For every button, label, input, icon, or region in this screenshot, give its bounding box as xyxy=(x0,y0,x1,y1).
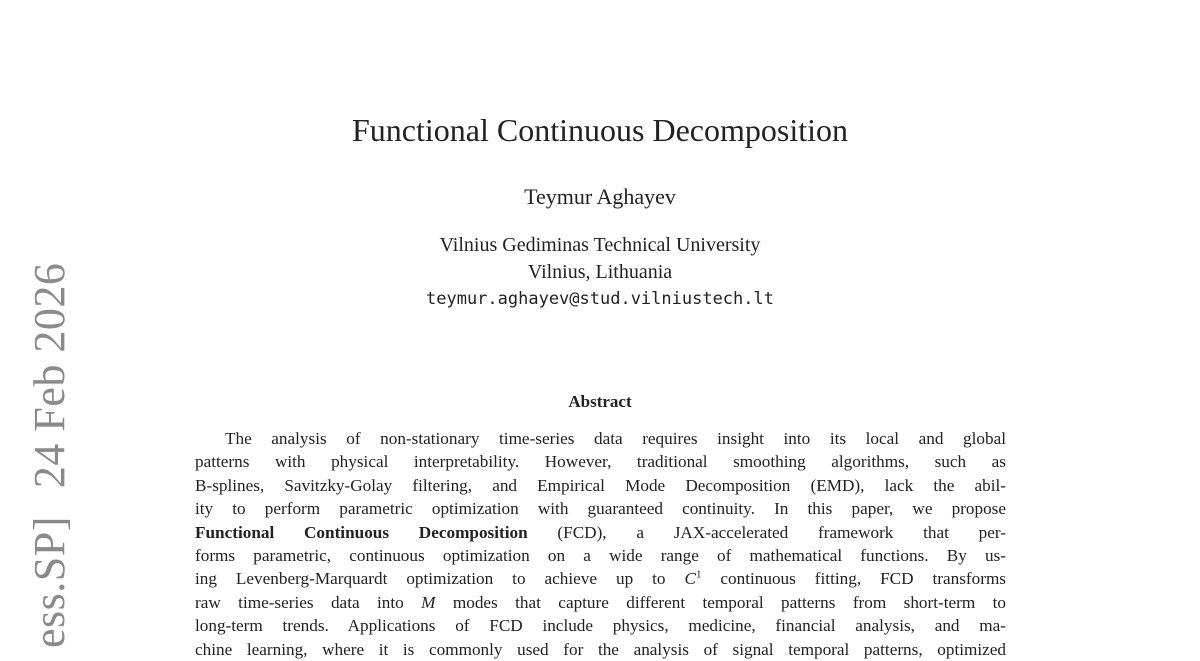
abstract-bold-term: Functional Continuous Decomposition xyxy=(195,522,528,542)
abstract-line: ity to perform parametric optimization with guaranteed continuity. In this paper, we propose xyxy=(195,499,1006,519)
abstract-line: patterns with physical interpretability. However, traditional smoothing algorithms, such as xyxy=(195,452,1006,472)
abstract-line-rest: continuous fitting, FCD transforms xyxy=(701,569,1006,589)
abstract-line: long-term trends. Applications of FCD include physics, medicine, financial analysis, and ma- xyxy=(195,616,1006,636)
abstract-line xyxy=(195,567,1006,590)
abstract-line xyxy=(195,591,1006,614)
abstract-line: B-splines, Savitzky-Golay filtering, and Empirical Mode Decomposition (EMD), lack the abil- xyxy=(195,475,1006,495)
affiliation-institution: Vilnius Gediminas Technical University xyxy=(439,234,761,256)
math-superscript: 1 xyxy=(695,568,702,581)
author-affiliation xyxy=(0,232,1200,313)
arxiv-category: ess.SP] xyxy=(25,516,74,648)
abstract-line-rest: modes that capture different temporal patterns from short-term to xyxy=(435,592,1006,612)
math-symbol-c: C xyxy=(684,569,696,589)
affiliation-location: Vilnius, Lithuania xyxy=(527,261,673,283)
abstract-line: forms parametric, continuous optimization on a wide range of mathematical functions. By us- xyxy=(195,546,1006,566)
author-email: teymur.aghayev@stud.vilniustech.lt xyxy=(426,289,774,309)
abstract-heading: Abstract xyxy=(568,392,632,411)
paper-title: Functional Continuous Decomposition xyxy=(352,112,848,148)
math-symbol-m: M xyxy=(421,592,436,612)
abstract-body xyxy=(195,427,1006,661)
abstract-line-start: raw time-series data into xyxy=(195,592,422,612)
abstract-line-start: ing Levenberg-Marquardt optimization to achieve up to xyxy=(195,569,685,589)
arxiv-date: 24 Feb 2026 xyxy=(25,262,74,489)
abstract-line-rest: (FCD), a JAX-accelerated framework that per- xyxy=(527,522,1006,542)
abstract-line: chine learning, where it is commonly used for the analysis of signal temporal patterns, optimized xyxy=(195,639,1006,659)
abstract-line xyxy=(195,521,1006,544)
abstract-line: The analysis of non-stationary time-series data requires insight into its local and global xyxy=(225,429,1006,448)
paper-author: Teymur Aghayev xyxy=(524,184,676,209)
